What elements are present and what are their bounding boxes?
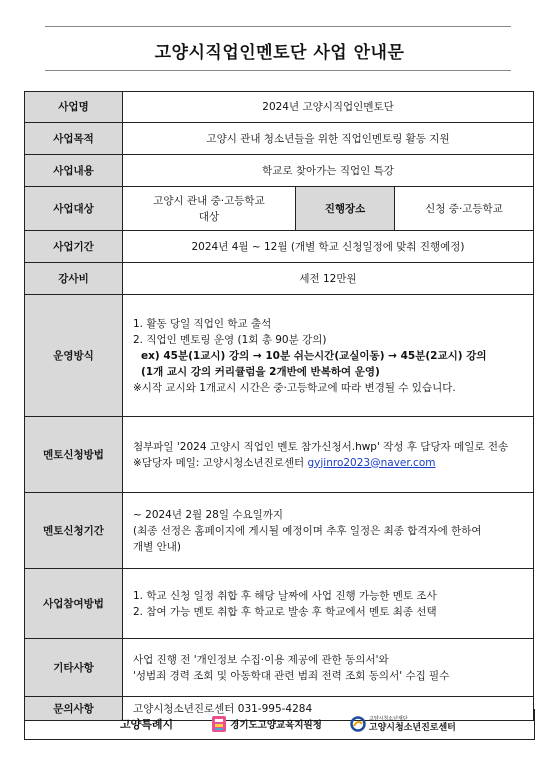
- operation-line: ※시작 교시와 1개교시 시간은 중·고등학교에 따라 변경될 수 있습니다.: [133, 381, 456, 394]
- row-value: 2024년 고양시직업인멘토단: [123, 92, 534, 123]
- row-label: 사업내용: [25, 155, 123, 187]
- row-etc: [25, 639, 534, 697]
- etc-line: 사업 진행 전 '개인정보 수집·이용 제공에 관한 동의서'와: [133, 653, 389, 666]
- page-title: 고양시직업인멘토단 사업 안내문: [154, 43, 405, 63]
- apply-period-line: (최종 선정은 홈페이지에 게시될 예정이며 추후 일정은 최종 합격자에 한하여: [133, 524, 482, 537]
- career-center-logo: [350, 715, 456, 733]
- row-value: [123, 295, 534, 417]
- row-label: 사업대상: [25, 187, 123, 231]
- career-center-text: [369, 715, 456, 733]
- etc-line: '성범죄 경력 조회 및 아동학대 관련 범죄 전력 조회 동의서' 수집 필수: [133, 669, 450, 682]
- target-line-1: 고양시 관내 중·고등학교: [153, 194, 265, 207]
- apply-period-line: 개별 안내): [133, 540, 182, 553]
- row-value: [123, 569, 534, 639]
- operation-line: 1. 활동 당일 직업인 학교 출석: [133, 317, 272, 330]
- row-label: 멘토신청기간: [25, 493, 123, 569]
- contact-mail-prefix: ※담당자 메일: 고양시청소년진로센터: [133, 456, 308, 469]
- info-table: [24, 91, 534, 721]
- row-apply-method: [25, 417, 534, 493]
- row-target: [25, 187, 534, 231]
- row-value: [123, 417, 534, 493]
- place-label: 진행장소: [296, 187, 395, 231]
- target-line-2: 대상: [198, 210, 220, 223]
- row-apply-period: [25, 493, 534, 569]
- row-purpose: [25, 123, 534, 155]
- row-value: 고양시 관내 청소년들을 위한 직업인멘토링 활동 지원: [123, 123, 534, 155]
- row-operation: [25, 295, 534, 417]
- row-value: 세전 12만원: [123, 263, 534, 295]
- row-participation: [25, 569, 534, 639]
- row-label: 운영방식: [25, 295, 123, 417]
- apply-method-line: [133, 455, 527, 471]
- gyeonggi-education-logo-text: 경기도고양교육지원청: [230, 720, 322, 731]
- operation-line: (1개 교시 강의 커리큘럼을 2개반에 반복하여 운영): [141, 365, 380, 378]
- row-value: [123, 639, 534, 697]
- career-center-emblem-icon: [350, 716, 366, 732]
- gyeonggi-education-logo: [211, 715, 322, 733]
- footer-logos: [24, 709, 535, 740]
- row-label: 사업목적: [25, 123, 123, 155]
- goyang-city-logo-text: 고양특례시: [120, 718, 174, 731]
- row-value: [123, 493, 534, 569]
- row-period: [25, 231, 534, 263]
- row-name: [25, 92, 534, 123]
- top-rule: [45, 26, 511, 27]
- career-center-small-text: 고양시청소년재단: [368, 716, 408, 722]
- apply-method-line: 첨부파일 '2024 고양시 직업인 멘토 참가신청서.hwp' 작성 후 담당자 메일로 전송: [133, 440, 509, 453]
- row-label: 사업명: [25, 92, 123, 123]
- row-label: 사업참여방법: [25, 569, 123, 639]
- participation-line: 2. 참여 가능 멘토 취합 후 학교로 발송 후 학교에서 멘토 최종 선택: [133, 605, 437, 618]
- row-label: 기타사항: [25, 639, 123, 697]
- row-value: 2024년 4월 ~ 12월 (개별 학교 신청일정에 맞춰 진행예정): [123, 231, 534, 263]
- career-center-main-text: 고양시청소년진로센터: [368, 723, 456, 733]
- row-label: 강사비: [25, 263, 123, 295]
- place-value: 신청 중·고등학교: [395, 187, 534, 231]
- operation-line: ex) 45분(1교시) 강의 → 10분 쉬는시간(교실이동) → 45분(2교시) 강의: [141, 349, 487, 362]
- participation-line: 1. 학교 신청 일정 취합 후 해당 날짜에 사업 진행 가능한 멘토 조사: [133, 589, 437, 602]
- email-link[interactable]: gyjinro2023@naver.com: [307, 456, 436, 469]
- row-label: 사업기간: [25, 231, 123, 263]
- row-value: 고양시청소년진로센터 031-995-4284: [123, 697, 534, 721]
- row-value: 학교로 찾아가는 직업인 특강: [123, 155, 534, 187]
- title-underline: [45, 70, 511, 71]
- row-label: 문의사항: [25, 697, 123, 721]
- apply-period-line: ~ 2024년 2월 28일 수요일까지: [133, 508, 284, 521]
- row-label: 멘토신청방법: [25, 417, 123, 493]
- row-fee: [25, 263, 534, 295]
- education-emblem-icon: [211, 715, 227, 733]
- operation-line: 2. 직업인 멘토링 운영 (1회 총 90분 강의): [133, 333, 327, 346]
- row-content: [25, 155, 534, 187]
- row-value: [123, 187, 296, 231]
- goyang-city-logo: [120, 716, 173, 732]
